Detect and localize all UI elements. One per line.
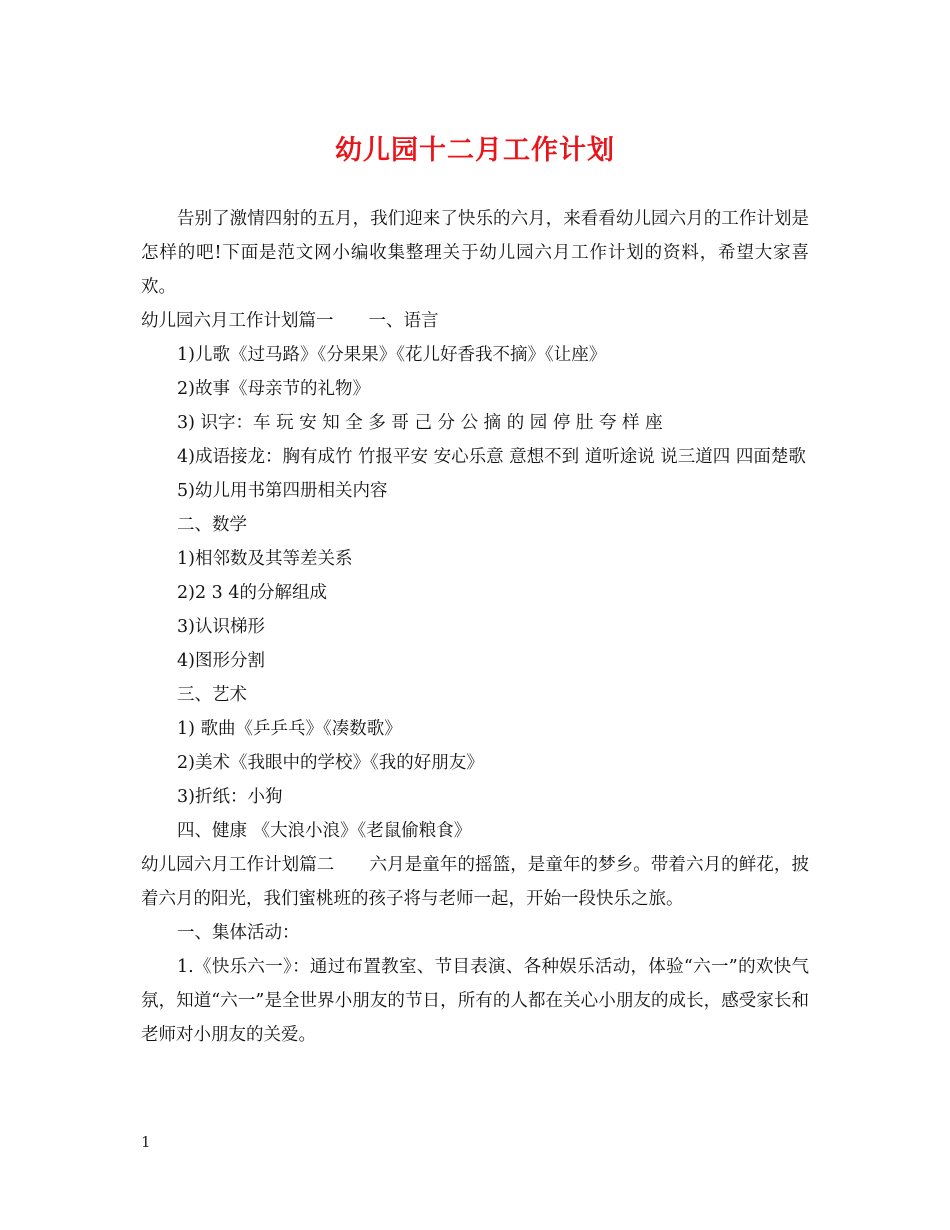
paragraph-item: 2)2 3 4的分解组成 — [177, 583, 327, 603]
page-number: 1 — [141, 1133, 151, 1151]
paragraph-item: 1)相邻数及其等差关系 — [177, 549, 353, 569]
paragraph-item: 3)认识梯形 — [177, 617, 265, 637]
paragraph-subheading: 二、数学 — [177, 515, 247, 535]
document-title: 幼儿园十二月工作计划 — [335, 135, 615, 166]
paragraph-item: 3) 识字：车 玩 安 知 全 多 哥 己 分 公 摘 的 园 停 肚 夸 样 座 — [177, 413, 663, 433]
paragraph-item: 5)幼儿用书第四册相关内容 — [177, 481, 388, 501]
paragraph-subheading: 三、艺术 — [177, 685, 247, 705]
paragraph-section-two: 幼儿园六月工作计划篇二 六月是童年的摇篮，是童年的梦乡。带着六月的鲜花，披着六月的阳光，我们蜜桃班的孩子将与老师一起，开始一段快乐之旅。 — [141, 855, 809, 909]
paragraph-section-one-heading: 幼儿园六月工作计划篇一 一、语言 — [141, 311, 439, 331]
paragraph-item: 1)儿歌《过马路》《分果果》《花儿好香我不摘》《让座》 — [177, 345, 607, 365]
document-body — [141, 202, 809, 1052]
paragraph-item: 4)成语接龙：胸有成竹 竹报平安 安心乐意 意想不到 道听途说 说三道四 四面楚歌 — [177, 447, 806, 467]
paragraph-item: 2)故事《母亲节的礼物》 — [177, 379, 370, 399]
paragraph-subheading: 四、健康 《大浪小浪》《老鼠偷粮食》 — [177, 821, 472, 841]
paragraph-item: 4)图形分割 — [177, 651, 265, 671]
paragraph-item: 1.《快乐六一》：通过布置教室、节目表演、各种娱乐活动，体验“六一”的欢快气氛，知道“六一”是全世界小朋友的节日，所有的人都在关心小朋友的成长，感受家长和老师对小朋友的关爱。 — [141, 957, 809, 1045]
paragraph-intro: 告别了激情四射的五月，我们迎来了快乐的六月，来看看幼儿园六月的工作计划是怎样的吧!下面是范文网小编收集整理关于幼儿园六月工作计划的资料，希望大家喜欢。 — [141, 209, 809, 297]
paragraph-subheading: 一、集体活动： — [177, 923, 300, 943]
paragraph-item: 2)美术《我眼中的学校》《我的好朋友》 — [177, 753, 484, 773]
paragraph-item: 3)折纸：小狗 — [177, 787, 283, 807]
paragraph-item: 1) 歌曲《乒乒乓》《凑数歌》 — [177, 719, 402, 739]
